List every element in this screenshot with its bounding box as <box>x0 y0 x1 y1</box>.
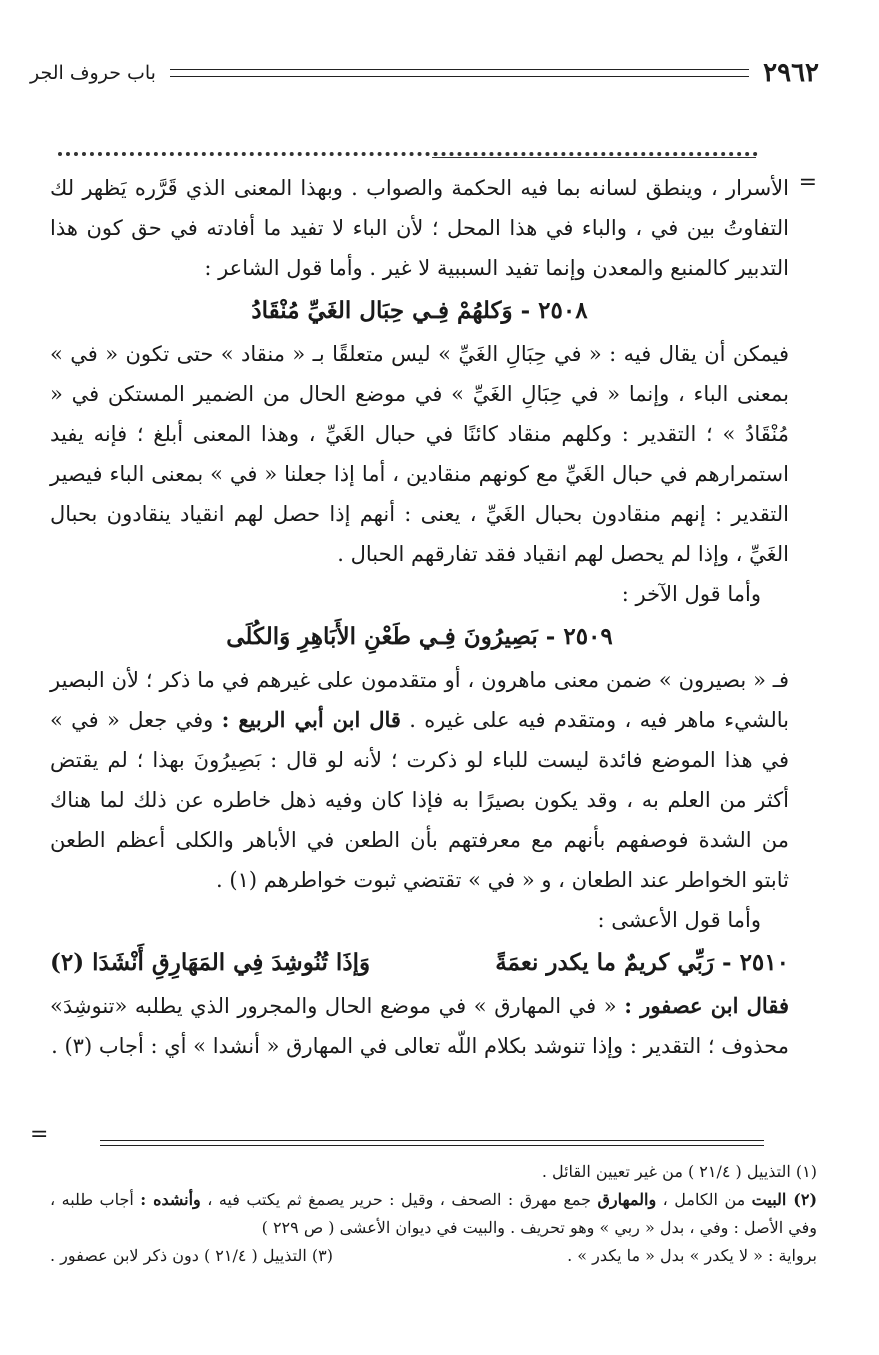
footnote-2-part-b: جمع مهرق : الصحف ، وقيل : حرير يصمغ ثم يكتب فيه ، <box>207 1190 592 1209</box>
footnote-1: (١) التذييل ( ٢١/٤ ) من غير تعيين القائل . <box>541 1162 817 1181</box>
paragraph-6-attribution: فقال ابن عصفور : <box>624 993 789 1018</box>
footnote-3: (٣) التذييل ( ٢١/٤ ) دون ذكر لابن عصفور . <box>50 1246 333 1265</box>
page-header <box>30 55 819 91</box>
end-mark: = <box>30 1122 49 1147</box>
paragraph-2: فيمكن أن يقال فيه : « في حِبَالِ الغَيِّ » ليس متعلقًا بـ « منقاد » حتى تكون « في » بمعنى الباء ، وإنما « في حِبَالِ الغَيِّ » في موضع الحال من الضمير المستكن في « مُنْقَادُ » ؛ التقدير : وكلهم منقاد كائنًا في حبال الغَيِّ ، وهذا المعنى أبلغ ؛ فإنه يفيد استمرارهم في حبال الغَيِّ مع كونهم منقادين ، أما إذا جعلنا « في » بمعنى الباء فيصير التقدير : إنهم منقادون بحبال الغَيِّ ، يعنى : أنهم إذا حصل لهم انقياد ينقادون بحبال الغَيِّ ، وإذا لم يحصل لهم انقياد فقد تفارقهم الحبال . <box>50 342 789 566</box>
continuation-mark: = <box>798 170 817 195</box>
verse-2510 <box>50 940 789 986</box>
footnote-2-3-line <box>50 1242 817 1270</box>
dotted-separator <box>58 152 758 156</box>
paragraph-6 <box>50 986 789 1066</box>
running-title: باب حروف الجر <box>30 62 156 84</box>
paragraph-4 <box>50 660 789 900</box>
header-rule <box>170 69 749 77</box>
short-separator <box>432 157 756 158</box>
footnote-2-part-c: أجاب طلبه ، وفي الأصل : وفي ، بدل « ربي » وهو تحريف . والبيت في ديوان الأعشى ( ص ٢٢٩ ) <box>50 1190 817 1237</box>
verse-2509: ٢٥٠٩ - بَصِيرُونَ فِـي طَعْنِ الأَبَاهِرِ وَالكُلَى <box>226 623 613 650</box>
paragraph-4-part-b: وفي جعل « في » في هذا الموضع فائدة ليست للباء لو ذكرت ؛ لأنه لو قال : بَصِيرُونَ بهذا ؛ لم يقتض أكثر من العلم به ، وقد يكون بصيرًا به فإذا كان وفيه ذهل خاطره عن ذلك لما هناك من الشدة فوصفهم بأنهم مع معرفتهم بأن الطعن في الأباهر والكلى أعظم الطعن ثابتو الخواطر عند الطعان ، و « في » تقتضي ثبوت خواطرهم (١) . <box>50 708 789 892</box>
page-number: ٢٩٦٢ <box>763 58 819 88</box>
footnote-2 <box>50 1186 817 1242</box>
footnotes <box>50 1158 817 1270</box>
verse-2510-second-hemistich: وَإذَا تُنُوشِدَ فِي المَهَارِقِ أَنْشَدَا (٢) <box>50 949 371 976</box>
paragraph-1: الأسرار ، وينطق لسانه بما فيه الحكمة والصواب . وبهذا المعنى الذي قَرَّره يَظهر لك التفاوتُ بين في ، والباء في هذا المحل ؛ لأن الباء لا تفيد ما أفادته في حق كون هذا التدبير كالمنبع والمعدن وإنما تفيد السببية لا غير . وأما قول الشاعر : <box>50 176 789 280</box>
paragraph-6-text: « في المهارق » في موضع الحال والمجرور الذي يطلبه «تنوشِدَ» محذوف ؛ التقدير : وإذا تنوشد بكلام اللّه تعالى في المهارق « أنشدا » أي : أجاب (٣) . <box>50 994 789 1058</box>
footnote-2-term: والمهارق <box>597 1190 657 1209</box>
paragraph-3: وأما قول الآخر : <box>621 582 761 606</box>
footnote-2-part-d: برواية : « لا يكدر » بدل « ما يكدر » . <box>567 1246 817 1265</box>
verse-2508: ٢٥٠٨ - وَكلهُمْ فِـي حِبَال الغَيِّ مُنْقَادُ <box>251 297 588 324</box>
verse-2510-first-hemistich: ٢٥١٠ - رَبِّي كريمٌ ما يكدر نعمَةً <box>495 949 789 976</box>
paragraph-5: وأما قول الأعشى : <box>597 908 761 932</box>
footnote-2-label: (٢) البيت <box>751 1190 818 1209</box>
footnote-2-part-a: من الكامل ، <box>662 1190 746 1209</box>
main-text <box>50 168 789 1066</box>
footnote-rule <box>100 1140 764 1146</box>
paragraph-4-part-a: فـ « بصيرون » ضمن معنى ماهرون ، أو متقدمون على غيرهم في ما ذكر ؛ لأن البصير بالشيء ماهر فيه ، ومتقدم فيه على غيره . <box>50 668 789 732</box>
paragraph-4-attribution: قال ابن أبي الربيع : <box>221 707 401 732</box>
footnote-2-term-2: وأنشده : <box>140 1190 201 1209</box>
